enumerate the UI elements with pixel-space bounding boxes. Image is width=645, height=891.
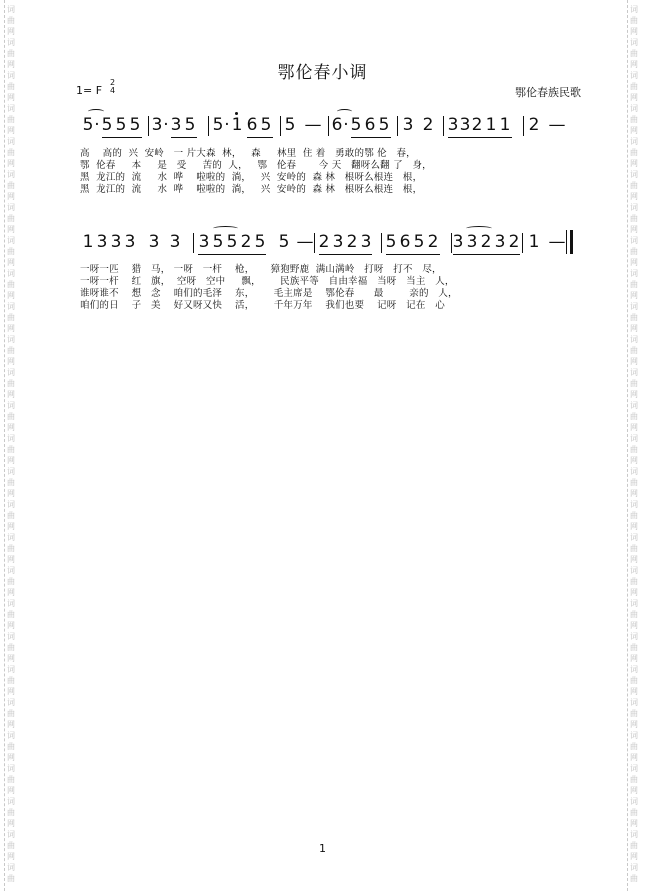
- watermark-glyph: 网: [7, 819, 15, 828]
- watermark-glyph: 网: [7, 456, 15, 465]
- watermark-glyph: 词: [630, 236, 638, 245]
- watermark-glyph: 曲: [7, 577, 15, 586]
- watermark-glyph: 词: [7, 830, 15, 839]
- watermark-glyph: 词: [630, 533, 638, 542]
- watermark-glyph: 曲: [630, 676, 638, 685]
- watermark-glyph: 词: [630, 434, 638, 443]
- watermark-glyph: 曲: [630, 412, 638, 421]
- watermark-glyph: 曲: [630, 610, 638, 619]
- note: 3: [466, 232, 478, 252]
- note: 1: [231, 115, 243, 135]
- watermark-glyph: 网: [630, 786, 638, 795]
- augmentation-dot: ·: [224, 115, 230, 135]
- note: 6: [331, 115, 343, 135]
- watermark-glyph: 网: [630, 621, 638, 630]
- beam-underline: [481, 254, 520, 255]
- watermark-glyph: 网: [630, 93, 638, 102]
- watermark-glyph: 词: [630, 170, 638, 179]
- notation-row-2: [0, 232, 645, 262]
- watermark-glyph: 曲: [630, 742, 638, 751]
- tie-slur: [466, 226, 492, 231]
- watermark-glyph: 网: [630, 225, 638, 234]
- note: 3: [170, 115, 182, 135]
- watermark-glyph: 词: [630, 665, 638, 674]
- watermark-glyph: 曲: [7, 643, 15, 652]
- watermark-glyph: 曲: [630, 808, 638, 817]
- watermark-glyph: 网: [7, 93, 15, 102]
- note: 5: [413, 232, 425, 252]
- watermark-glyph: 网: [7, 654, 15, 663]
- watermark-glyph: 词: [630, 104, 638, 113]
- bar-line: [523, 116, 524, 136]
- watermark-glyph: 网: [7, 126, 15, 135]
- beam-underline: [486, 137, 512, 138]
- watermark-glyph: 网: [7, 192, 15, 201]
- note: 5: [226, 232, 238, 252]
- watermark-glyph: 曲: [630, 115, 638, 124]
- note: 3: [459, 115, 471, 135]
- watermark-glyph: 曲: [630, 346, 638, 355]
- tie-slur: [88, 109, 104, 114]
- watermark-glyph: 网: [7, 225, 15, 234]
- watermark-glyph: 词: [7, 368, 15, 377]
- octave-dot: [235, 112, 238, 115]
- bar-line: [397, 116, 398, 136]
- watermark-glyph: 曲: [7, 709, 15, 718]
- extension-dash: —: [304, 115, 322, 135]
- watermark-glyph: 网: [630, 291, 638, 300]
- note: 5: [129, 115, 141, 135]
- watermark-glyph: 网: [630, 159, 638, 168]
- watermark-glyph: 曲: [630, 49, 638, 58]
- watermark-glyph: 曲: [7, 511, 15, 520]
- watermark-glyph: 词: [7, 335, 15, 344]
- lyric-line-1-2: 鄂 伦春 本 是 受 苦的 人， 鄂 伦春 今 天 翻呀么翻 了 身，: [80, 160, 432, 171]
- watermark-glyph: 词: [7, 764, 15, 773]
- note: 5: [212, 232, 224, 252]
- watermark-glyph: 网: [7, 786, 15, 795]
- watermark-glyph: 词: [7, 566, 15, 575]
- watermark-glyph: 网: [630, 27, 638, 36]
- meter-top: 2: [110, 78, 116, 87]
- bar-line: [451, 233, 452, 253]
- watermark-glyph: 曲: [630, 841, 638, 850]
- watermark-glyph: 词: [7, 236, 15, 245]
- note: 1: [82, 232, 94, 252]
- watermark-glyph: 词: [630, 830, 638, 839]
- watermark-glyph: 曲: [630, 82, 638, 91]
- watermark-glyph: 网: [7, 588, 15, 597]
- watermark-glyph: 词: [630, 368, 638, 377]
- lyric-line-1-3: 黑 龙江的 流 水 哗 啦啦的 淌， 兴 安岭的 森 林 根呀么根连 根，: [80, 172, 423, 183]
- watermark-glyph: 网: [7, 621, 15, 630]
- final-bar-thin: [566, 230, 567, 254]
- watermark-glyph: 网: [7, 423, 15, 432]
- note: 3: [151, 115, 163, 135]
- watermark-glyph: 网: [630, 192, 638, 201]
- watermark-glyph: 网: [7, 687, 15, 696]
- note: 5: [212, 115, 224, 135]
- watermark-glyph: 网: [630, 423, 638, 432]
- watermark-glyph: 曲: [7, 181, 15, 190]
- watermark-glyph: 词: [7, 170, 15, 179]
- song-source: 鄂伦春族民歌: [515, 86, 581, 99]
- note: 1: [528, 232, 540, 252]
- watermark-glyph: 网: [7, 27, 15, 36]
- watermark-glyph: 网: [630, 60, 638, 69]
- watermark-glyph: 曲: [7, 379, 15, 388]
- note: 1: [485, 115, 497, 135]
- watermark-glyph: 词: [7, 38, 15, 47]
- watermark-glyph: 词: [7, 797, 15, 806]
- watermark-glyph: 词: [7, 599, 15, 608]
- bar-line: [522, 233, 523, 253]
- beam-underline: [247, 137, 273, 138]
- lyric-line-1-4: 黑 龙江的 流 水 哗 啦啦的 淌， 兴 安岭的 森 林 根呀么根连 根，: [80, 184, 423, 195]
- watermark-glyph: 词: [7, 665, 15, 674]
- tie-slur: [337, 109, 352, 114]
- augmentation-dot: ·: [94, 115, 100, 135]
- watermark-glyph: 曲: [7, 313, 15, 322]
- note: 6: [399, 232, 411, 252]
- lyric-line-2-3: 谁呀谁不 想 念 咱们的毛泽 东， 毛主席是 鄂伦春 最 亲的 人，: [80, 288, 458, 299]
- watermark-glyph: 网: [630, 522, 638, 531]
- watermark-glyph: 曲: [630, 280, 638, 289]
- watermark-glyph: 网: [7, 357, 15, 366]
- watermark-glyph: 词: [630, 698, 638, 707]
- note: 5: [184, 115, 196, 135]
- watermark-glyph: 词: [7, 302, 15, 311]
- note: 3: [452, 232, 464, 252]
- note: 3: [360, 232, 372, 252]
- watermark-glyph: 词: [7, 533, 15, 542]
- watermark-glyph: 网: [630, 390, 638, 399]
- watermark-glyph: 词: [7, 137, 15, 146]
- bar-line: [314, 233, 315, 253]
- watermark-glyph: 词: [7, 500, 15, 509]
- note: 2: [240, 232, 252, 252]
- watermark-glyph: 词: [630, 797, 638, 806]
- watermark-glyph: 网: [630, 357, 638, 366]
- watermark-glyph: 曲: [7, 445, 15, 454]
- note: 5: [101, 115, 113, 135]
- note: 2: [528, 115, 540, 135]
- watermark-glyph: 曲: [630, 544, 638, 553]
- note: 2: [480, 232, 492, 252]
- beam-underline: [319, 254, 372, 255]
- note: 3: [96, 232, 108, 252]
- final-bar-thick: [570, 230, 573, 254]
- watermark-glyph: 词: [630, 500, 638, 509]
- watermark-glyph: 词: [630, 203, 638, 212]
- watermark-glyph: 曲: [630, 181, 638, 190]
- lyric-line-2-4: 咱们的日 子 美 好又呀又快 活， 千年万年 我们也要 记呀 记在 心: [80, 300, 445, 311]
- watermark-glyph: 网: [7, 720, 15, 729]
- watermark-glyph: 词: [7, 5, 15, 14]
- watermark-glyph: 曲: [7, 610, 15, 619]
- note: 2: [471, 115, 483, 135]
- watermark-glyph: 词: [630, 71, 638, 80]
- watermark-glyph: 网: [630, 324, 638, 333]
- note: 3: [110, 232, 122, 252]
- note: 2: [318, 232, 330, 252]
- watermark-glyph: 曲: [7, 247, 15, 256]
- extension-dash: —: [548, 115, 566, 135]
- watermark-glyph: 词: [630, 137, 638, 146]
- watermark-glyph: 曲: [630, 577, 638, 586]
- watermark-glyph: 曲: [7, 16, 15, 25]
- watermark-glyph: 词: [7, 401, 15, 410]
- note: 3: [124, 232, 136, 252]
- watermark-glyph: 词: [7, 467, 15, 476]
- watermark-glyph: 曲: [7, 412, 15, 421]
- note: 2: [422, 115, 434, 135]
- watermark-glyph: 网: [7, 60, 15, 69]
- watermark-glyph: 网: [630, 753, 638, 762]
- notation-row-1: [0, 115, 645, 145]
- watermark-glyph: 词: [630, 335, 638, 344]
- note: 3: [198, 232, 210, 252]
- bar-line: [381, 233, 382, 253]
- note: 2: [427, 232, 439, 252]
- watermark-glyph: 词: [630, 863, 638, 872]
- note: 3: [494, 232, 506, 252]
- watermark-glyph: 网: [630, 456, 638, 465]
- watermark-glyph: 网: [630, 687, 638, 696]
- watermark-glyph: 曲: [7, 478, 15, 487]
- watermark-glyph: 曲: [630, 247, 638, 256]
- note: 5: [115, 115, 127, 135]
- beam-underline: [351, 137, 391, 138]
- watermark-glyph: 词: [630, 599, 638, 608]
- watermark-glyph: 词: [630, 566, 638, 575]
- note: 1: [499, 115, 511, 135]
- watermark-glyph: 曲: [7, 841, 15, 850]
- watermark-glyph: 曲: [630, 511, 638, 520]
- lyric-line-2-1: 一呀一匹 猎 马， 一呀 一杆 枪， 獐狍野鹿 满山满岭 打呀 打不 尽，: [80, 264, 442, 275]
- note: 5: [284, 115, 296, 135]
- note: 3: [332, 232, 344, 252]
- beam-underline: [386, 254, 440, 255]
- bar-line: [193, 233, 194, 253]
- watermark-glyph: 词: [630, 269, 638, 278]
- watermark-glyph: 词: [7, 632, 15, 641]
- watermark-glyph: 网: [630, 720, 638, 729]
- watermark-glyph: 网: [7, 753, 15, 762]
- note: 3: [402, 115, 414, 135]
- note: 5: [82, 115, 94, 135]
- watermark-glyph: 词: [7, 434, 15, 443]
- watermark-glyph: 词: [630, 764, 638, 773]
- watermark-glyph: 曲: [630, 445, 638, 454]
- extension-dash: —: [296, 232, 314, 252]
- beam-underline: [171, 137, 197, 138]
- watermark-glyph: 曲: [7, 280, 15, 289]
- watermark-glyph: 词: [7, 698, 15, 707]
- watermark-glyph: 曲: [7, 808, 15, 817]
- bar-line: [280, 116, 281, 136]
- watermark-glyph: 曲: [630, 478, 638, 487]
- note: 5: [260, 115, 272, 135]
- watermark-glyph: 曲: [630, 379, 638, 388]
- beam-underline: [198, 254, 266, 255]
- watermark-glyph: 曲: [7, 544, 15, 553]
- meter-bottom: 4: [110, 86, 116, 95]
- watermark-glyph: 网: [7, 489, 15, 498]
- watermark-glyph: 网: [630, 126, 638, 135]
- watermark-glyph: 曲: [7, 346, 15, 355]
- watermark-glyph: 词: [630, 401, 638, 410]
- song-title: 鄂伦春小调: [277, 63, 368, 83]
- watermark-glyph: 词: [630, 731, 638, 740]
- note: 2: [508, 232, 520, 252]
- watermark-glyph: 曲: [630, 148, 638, 157]
- watermark-glyph: 词: [630, 38, 638, 47]
- augmentation-dot: ·: [163, 115, 169, 135]
- page-number: 1: [319, 842, 326, 855]
- watermark-glyph: 曲: [7, 676, 15, 685]
- watermark-glyph: 词: [7, 71, 15, 80]
- watermark-glyph: 网: [7, 522, 15, 531]
- watermark-glyph: 词: [630, 5, 638, 14]
- watermark-glyph: 曲: [630, 709, 638, 718]
- watermark-glyph: 曲: [630, 874, 638, 883]
- watermark-glyph: 网: [7, 852, 15, 861]
- lyric-line-1-1: 高 高的 兴 安岭 一 片大森 林， 森 林里 住 着 勇敢的鄂 伦 春，: [80, 148, 416, 159]
- bar-line: [443, 116, 444, 136]
- watermark-glyph: 网: [630, 489, 638, 498]
- note: 6: [364, 115, 376, 135]
- note: 5: [378, 115, 390, 135]
- watermark-glyph: 网: [630, 258, 638, 267]
- tie-slur: [213, 226, 238, 231]
- watermark-glyph: 网: [630, 819, 638, 828]
- watermark-glyph: 曲: [7, 82, 15, 91]
- bar-line: [208, 116, 209, 136]
- watermark-glyph: 网: [7, 390, 15, 399]
- bar-line: [328, 116, 329, 136]
- watermark-glyph: 词: [7, 104, 15, 113]
- beam-underline: [102, 137, 142, 138]
- watermark-glyph: 网: [7, 159, 15, 168]
- note: 5: [350, 115, 362, 135]
- key-signature: 1= F: [76, 84, 103, 97]
- watermark-glyph: 词: [7, 731, 15, 740]
- watermark-glyph: 词: [7, 203, 15, 212]
- watermark-glyph: 曲: [630, 313, 638, 322]
- watermark-glyph: 曲: [7, 214, 15, 223]
- watermark-glyph: 曲: [7, 775, 15, 784]
- note: 5: [278, 232, 290, 252]
- note: 3: [169, 232, 181, 252]
- note: 6: [246, 115, 258, 135]
- watermark-glyph: 词: [7, 269, 15, 278]
- watermark-glyph: 曲: [630, 16, 638, 25]
- watermark-glyph: 网: [630, 654, 638, 663]
- note: 5: [385, 232, 397, 252]
- watermark-glyph: 曲: [7, 115, 15, 124]
- watermark-glyph: 曲: [7, 49, 15, 58]
- time-signature: [110, 79, 115, 95]
- note: 3: [447, 115, 459, 135]
- watermark-glyph: 曲: [7, 874, 15, 883]
- watermark-glyph: 曲: [630, 643, 638, 652]
- watermark-glyph: 网: [630, 588, 638, 597]
- watermark-glyph: 曲: [630, 775, 638, 784]
- watermark-glyph: 词: [7, 863, 15, 872]
- watermark-glyph: 词: [630, 467, 638, 476]
- augmentation-dot: ·: [343, 115, 349, 135]
- watermark-glyph: 曲: [630, 214, 638, 223]
- watermark-glyph: 网: [630, 555, 638, 564]
- watermark-glyph: 曲: [7, 742, 15, 751]
- watermark-glyph: 网: [7, 324, 15, 333]
- watermark-glyph: 曲: [7, 148, 15, 157]
- lyric-line-2-2: 一呀一杆 红 旗， 空呀 空中 飘， 民族平等 自由幸福 当呀 当主 人，: [80, 276, 455, 287]
- watermark-glyph: 词: [630, 632, 638, 641]
- watermark-glyph: 网: [7, 555, 15, 564]
- note: 5: [254, 232, 266, 252]
- note: 3: [148, 232, 160, 252]
- extension-dash: —: [548, 232, 566, 252]
- watermark-glyph: 网: [7, 291, 15, 300]
- watermark-glyph: 网: [7, 258, 15, 267]
- watermark-glyph: 网: [630, 852, 638, 861]
- watermark-glyph: 词: [630, 302, 638, 311]
- bar-line: [148, 116, 149, 136]
- note: 2: [346, 232, 358, 252]
